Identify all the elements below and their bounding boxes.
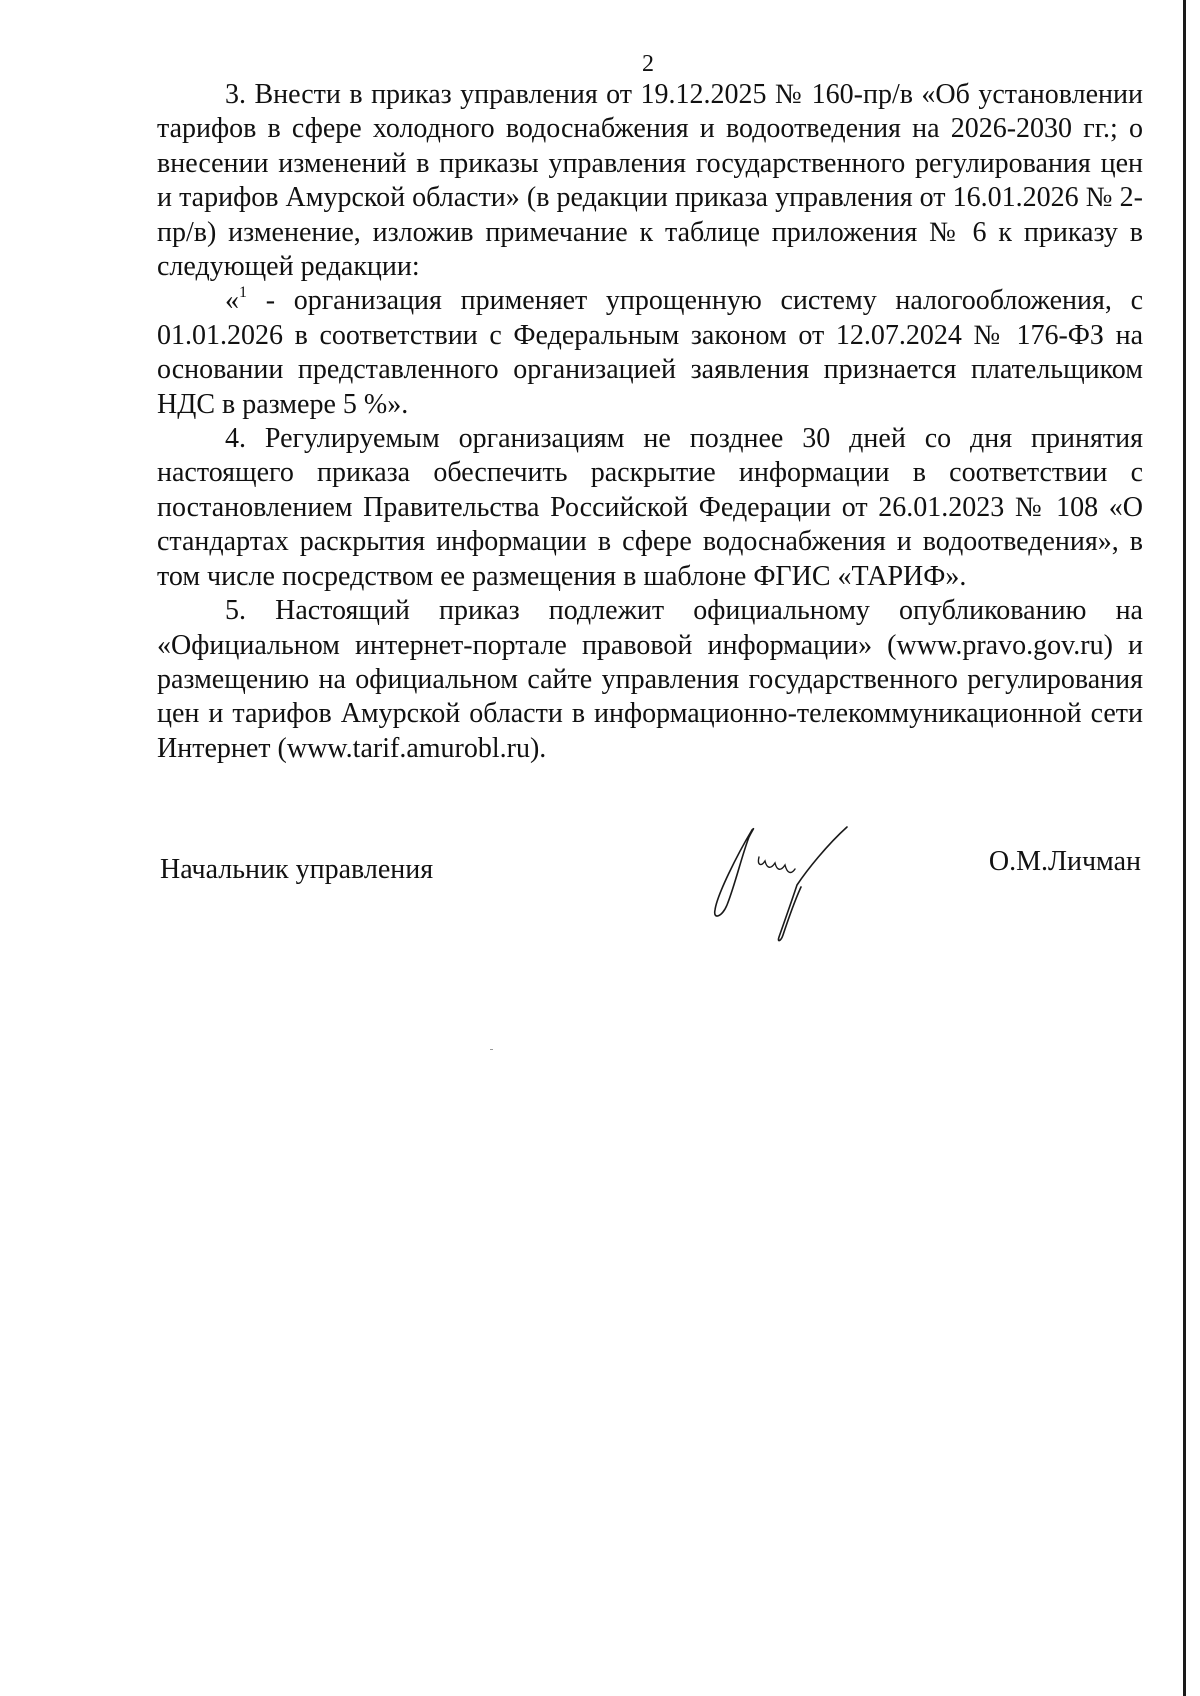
- handwritten-signature: [697, 825, 877, 945]
- paragraph-5: 5. Настоящий приказ подлежит официальному опубликованию на «Официальном интернет-портале правовой информации» (www.pravo.gov.ru) и размещению на официальном сайте управления государственного регулирования цен и тарифов Амурской области в информационно-телекоммуникационной сети Интернет (www.tarif.amurobl.ru).: [157, 595, 1143, 764]
- signatory-position: Начальник управления: [160, 854, 434, 885]
- signatory-name: О.М.Личман: [988, 846, 1141, 877]
- scan-edge-line: [1183, 0, 1186, 1696]
- footnote-marker: 1: [239, 284, 247, 302]
- page-number: 2: [642, 51, 654, 77]
- signature-block: [157, 835, 1143, 955]
- paragraph-4: 4. Регулируемым организациям не позднее 30 дней со дня принятия настоящего приказа обеспечить раскрытие информации в соответствии с постановлением Правительства Российской Федерации от 26.01.2023 № 108 «О стандартах раскрытия информации в сфере водоснабжения и водоотведения», в том числе посредством ее размещения в шаблоне ФГИС «ТАРИФ».: [157, 423, 1143, 592]
- quoted-note: [157, 284, 1143, 422]
- quote-text: - организация применяет упрощенную систему налогообложения, с 01.01.2026 в соответствии с Федеральным законом от 12.07.2024 № 176-ФЗ на основании представленного организацией заявления признается плательщиком НДС в размере 5 %».: [157, 285, 1143, 420]
- paragraph-3: 3. Внести в приказ управления от 19.12.2025 № 160-пр/в «Об установлении тарифов в сфере холодного водоснабжения и водоотведения на 2026-2030 гг.; о внесении изменений в приказы управления государственного регулирования цен и тарифов Амурской области» (в редакции приказа управления от 16.01.2026 № 2-пр/в) изменение, изложив примечание к таблице приложения № 6 к приказу в следующей редакции:: [157, 79, 1143, 283]
- document-body: [157, 78, 1143, 766]
- quote-open-mark: «: [225, 285, 239, 317]
- scan-speck: [490, 1049, 493, 1050]
